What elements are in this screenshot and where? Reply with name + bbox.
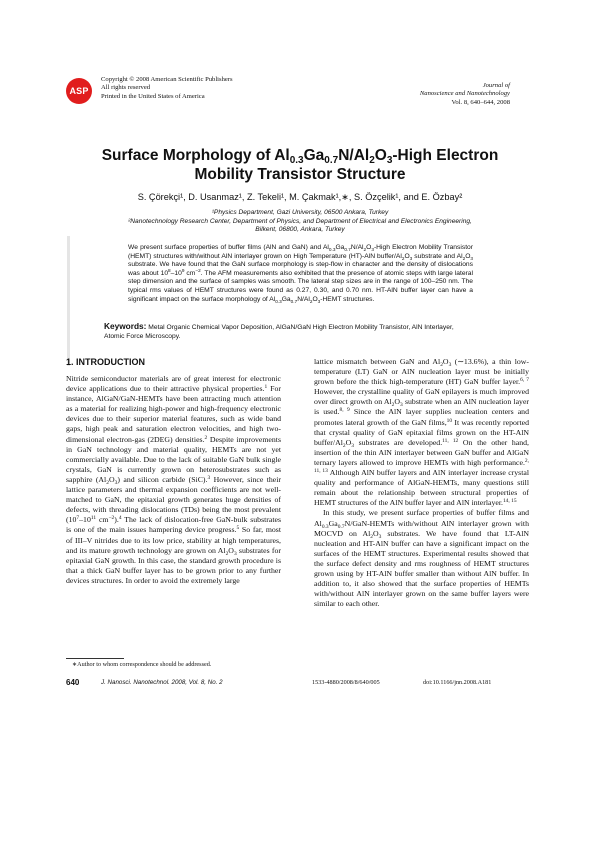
publisher-info <box>101 76 233 101</box>
abstract: We present surface properties of buffer films (AlN and GaN) and $Al_{0.3}Ga_{0.7}N/Al_2O_3$-High Electron Mobility Transistor (HEMT) structures with/without AlN interlayer grown on High Temperature (HT)-AlN buffer/$Al_2O_3$ substrate and $Al_2O_3$ substrate. We have found that the GaN surface morphology is step-flow in character and the density of dislocations was about $10^8-10^9$ $cm^{-2}$. The AFM measurements also exhibited that the presence of atomic steps with large lateral step dimension and the surface of samples was smooth. The lateral step sizes are in the range of 100–250 nm. The typical rms values of HEMT structures were found as 0.27, 0.30, and 0.70 nm. HT-AlN buffer layer can have a significant impact on the surface morphology of $Al_{0.3}Ga_{0.7}N/Al_2O_3$-HEMT structures. <box>128 244 474 304</box>
affiliation-1: ¹Physics Department, Gazi University, 06500 Ankara, Turkey <box>211 209 389 216</box>
keywords <box>104 322 474 341</box>
rights-line: All rights reserved <box>101 84 151 92</box>
paragraph: Nitride semiconductor materials are of great interest for electronic device applications due to their attractive physical properties.$^1$ For instance, AlGaN/GaN-HEMTs have been attracting much attention as a material for realizing high-power and high-frequency electronic devices due to their superior material features, such as wide band gaps, high peak and saturation electron velocities, and high two-dimensional electron-gas (2DEG) densities.$^2$ Despite improvements in GaN technology and material quality, HEMTs are not yet commercially available. Due to the lack of suitable GaN bulk single crystals, GaN is currently grown on heterosubstrates such as sapphire $(Al_2O_3)$ and silicon carbide (SiC).$^3$ However, since their lattice parameters and thermal expansion coefficients are not well-matched to GaN, the epitaxial growth generates huge densities of defects, with threading dislocations (TDs) being the most prevalent ($10^7-10^{11}$ $cm^{-2}).^4$ The lack of dislocation-free GaN-bulk substrates is one of the main issues hampering device progress.$^5$ So far, most of III–V nitrides due to its low price, stability at high temperatures, and its mature growth technology are grown on $Al_2O_3$ substrates for epitaxial GaN growth. In this case, the standard growth procedure is that a thick GaN buffer layer has to be grown prior to any further devices structures. In order to avoid the extremely large <box>66 374 281 585</box>
affiliation-2: ²Nanotechnology Research Center, Department of Physics, and Department of Electrical and Electronics Engineering, <box>128 217 472 225</box>
journal-name-line1: Journal of <box>482 82 510 89</box>
footnote: ∗Author to whom correspondence should be addressed. <box>72 661 212 668</box>
section-heading-introduction: 1. INTRODUCTION <box>66 357 146 367</box>
journal-name-line2: Nanoscience and Nanotechnology <box>419 90 510 98</box>
printed-line: Printed in the United States of America <box>101 92 205 100</box>
body-column-left <box>66 374 281 586</box>
publisher-logo: ASP <box>66 78 92 104</box>
journal-volume: Vol. 8, 640–644, 2008 <box>451 98 510 106</box>
paragraph: In this study, we present surface properties of buffer films and $Al_{0.3}Ga_{0.7}N/GaN$-HEMTs with/without AlN interlayer grown with MOCVD on $Al_2O_3$ substrates. We have found that LT-AlN nucleation and HT-AlN buffer can have a significant impact on the surfaces of the HEMT structures. Experimental results showed that the surface defect density and rms roughness of HEMT structures grown using by HT-AlN buffer smaller than without AlN buffer. In addition to, it also showed that the surface properties of HEMTs with/without AlN interlayer grown on the same buffer layers were similar to each other. <box>314 508 529 609</box>
affiliations <box>60 209 540 235</box>
body-column-right <box>314 357 529 609</box>
keywords-label: Keywords: <box>104 321 147 331</box>
author-list: S. Çörekçi¹, D. Usanmaz¹, Z. Tekeli¹, M. Çakmak¹,∗, S. Özçelik¹, and E. Özbay² <box>137 192 463 202</box>
paper-title: Surface Morphology of $Al_{0.3}Ga_{0.7}N/Al_2O_3$-High Electron Mobility Transistor Structure <box>101 147 499 183</box>
paragraph: lattice mismatch between GaN and $Al_2O_3$ (∼13.6%), a thin low-temperature (LT) GaN or AlN nucleation layer must be initially grown before the thick high-temperature (HT) GaN buffer layer.$^{6, 7}$ However, the crystalline quality of GaN epilayers is much improved over direct growth on $Al_2O_3$ substrate when an AlN nucleation layer is used.$^{8, 9}$ Since the AlN layer supplies nucleation centers and promotes lateral growth of the GaN films,$^{10}$ It was recently reported that crystal quality of GaN epitaxial films grown on the HT-AlN buffer/$Al_2O_3$ substrates are developed.$^{11, 12}$ On the other hand, insertion of the thin AlN interlayer between GaN buffer and AlGaN ternary layers allowed to improve HEMTs with high performance.$^{2, 11, 13}$ Although AlN buffer layers and AlN interlayer increase crystal quality and performance of AlGaN-HEMTs, many questions still remain about the relationship between structural properties of HEMT structures of the AlN buffer layer and AlN interlayer.$^{14, 15}$ <box>314 357 530 508</box>
footnote-rule <box>66 658 124 659</box>
journal-reference: J. Nanosci. Nanotechnol. 2008, Vol. 8, No. 2 <box>101 679 223 686</box>
doi: doi:10.1166/jnn.2008.A181 <box>423 679 492 686</box>
issn: 1533-4880/2008/8/640/005 <box>312 679 380 686</box>
affiliation-2-cont: Bilkent, 06800, Ankara, Turkey <box>255 226 345 234</box>
keywords-text: Metal Organic Chemical Vapor Deposition, AlGaN/GaN High Electron Mobility Transistor, AlN Interlayer, Atomic Force Microscopy. <box>104 324 454 340</box>
copyright-line: Copyright © 2008 American Scientific Publishers <box>101 76 233 83</box>
margin-bar <box>67 236 70 366</box>
journal-info <box>420 82 510 107</box>
paper-title-line2: Mobility Transistor Structure <box>194 166 406 183</box>
page-number: 640 <box>66 678 80 687</box>
